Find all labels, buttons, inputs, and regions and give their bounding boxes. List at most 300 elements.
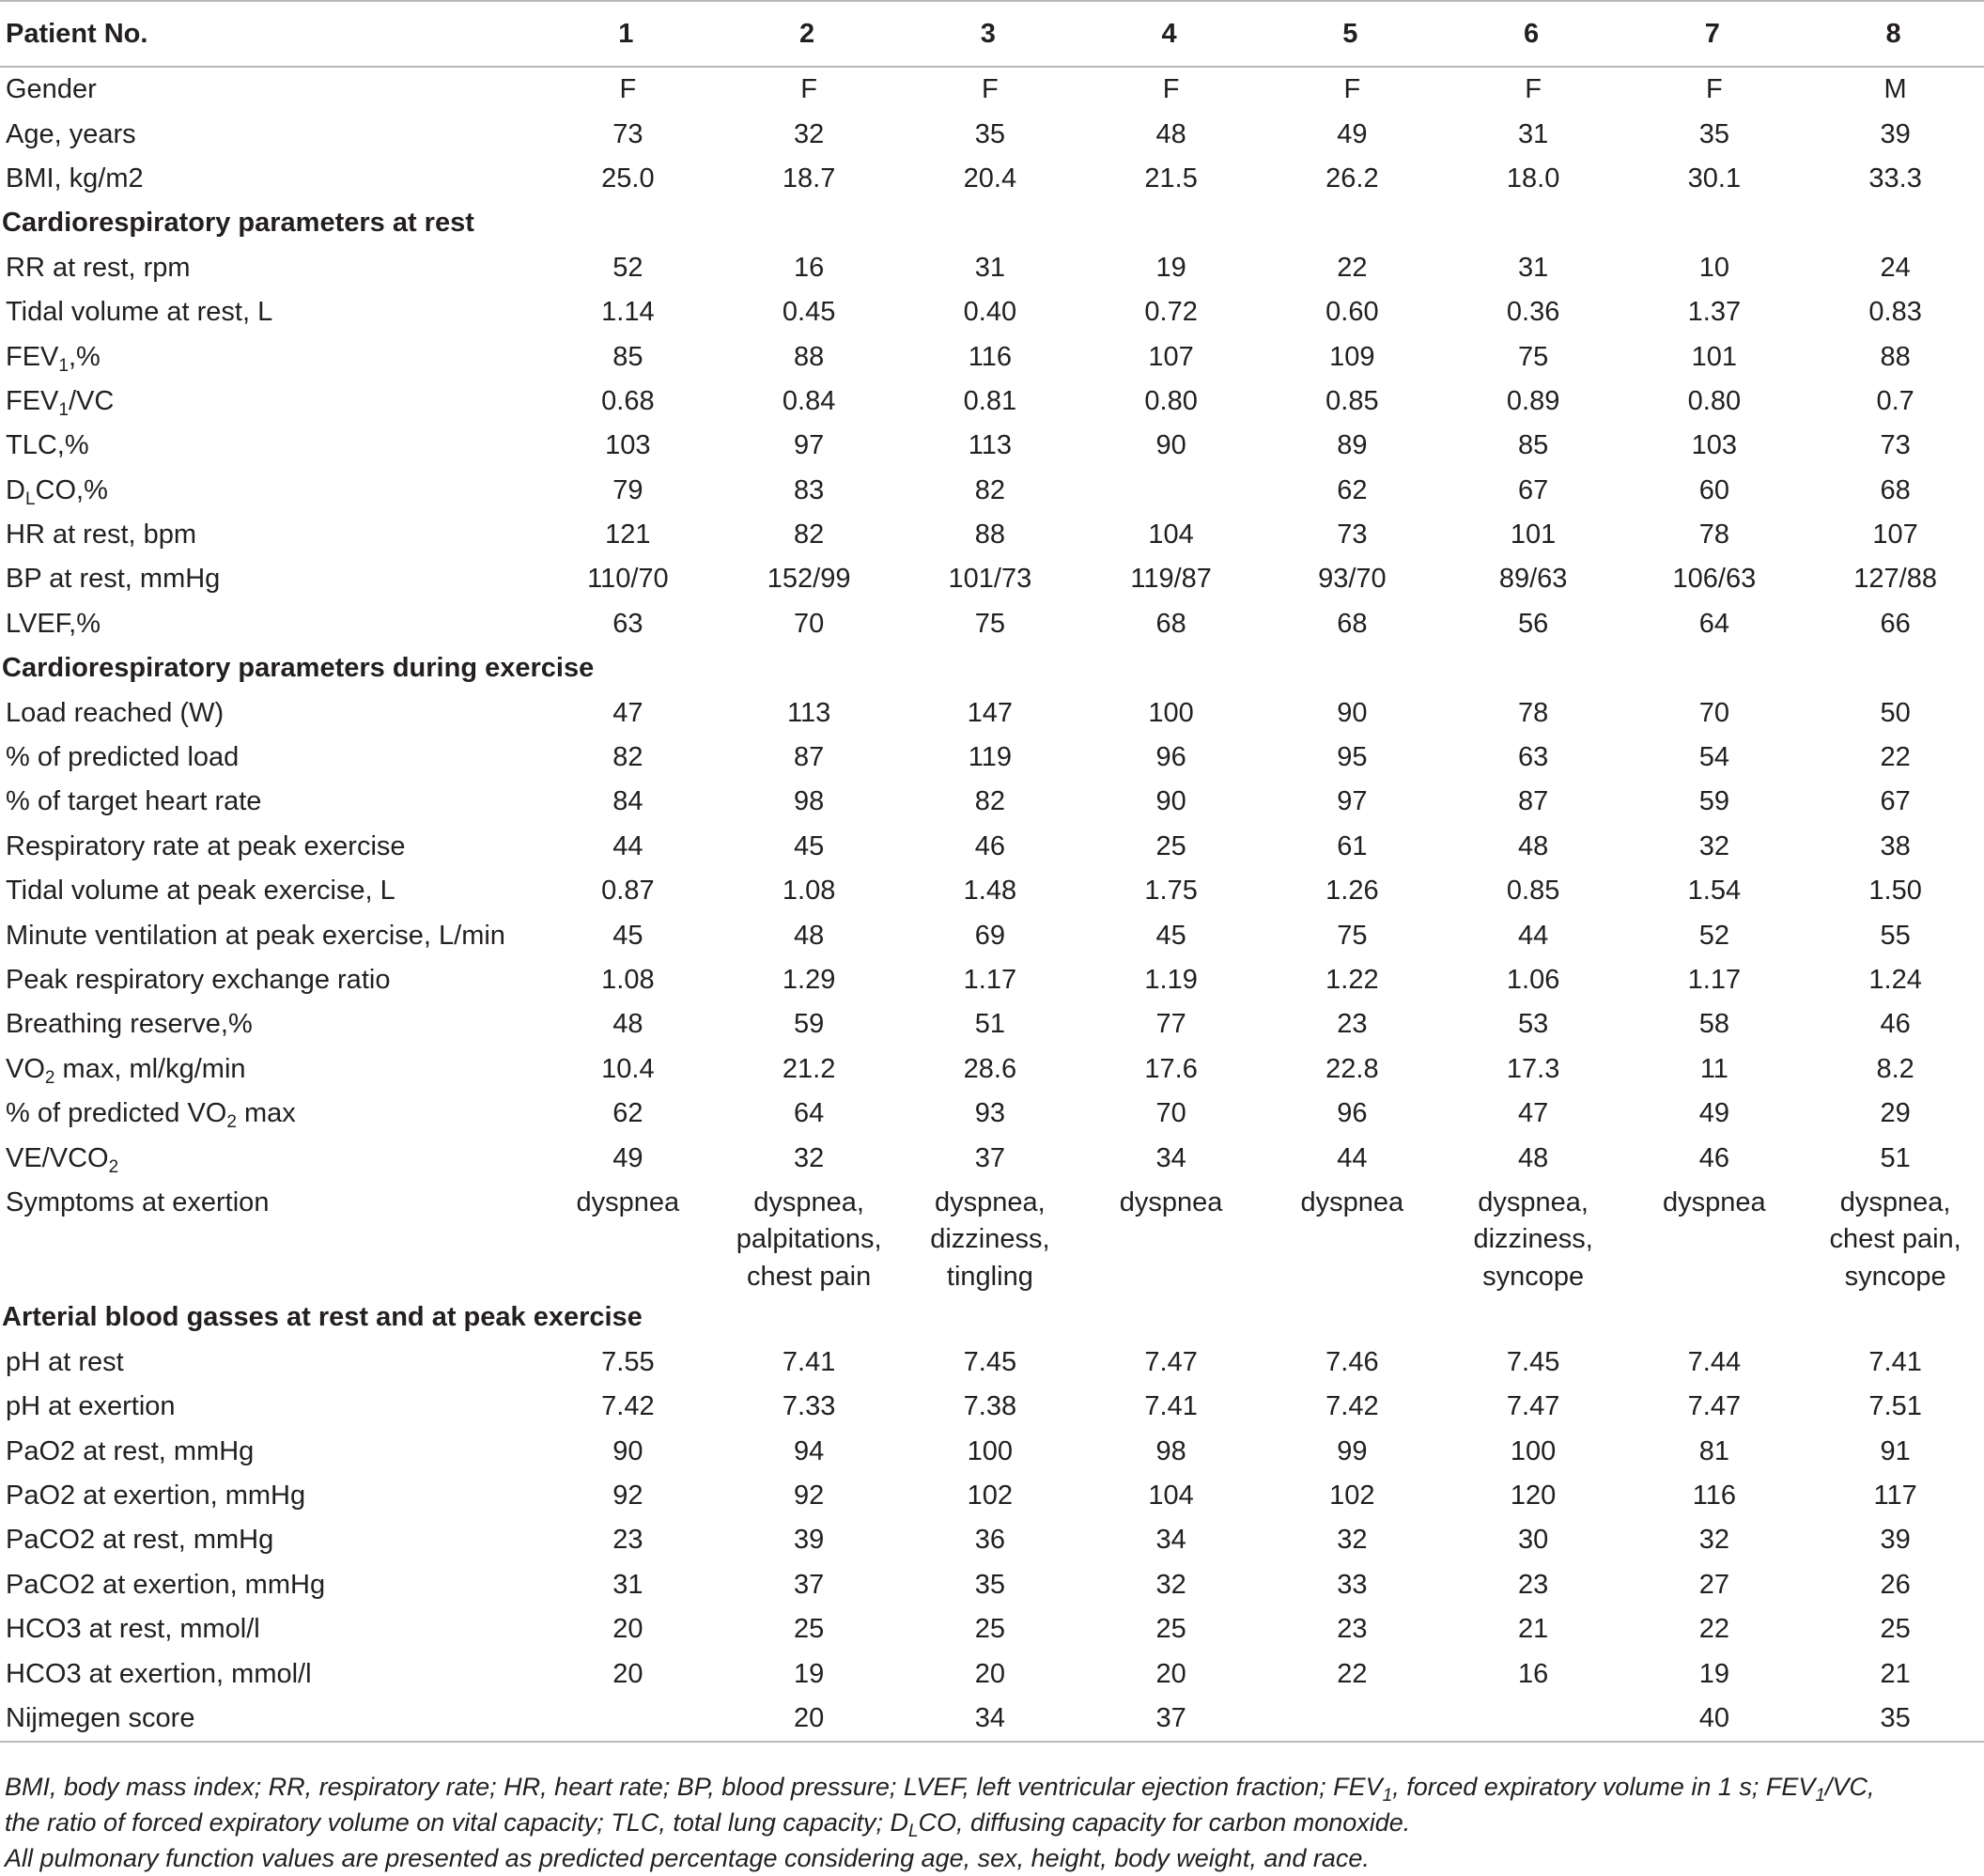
table-cell: 0.89 <box>1506 385 1560 416</box>
symptom-line: dyspnea <box>576 1186 680 1217</box>
table-cell: F <box>982 74 999 105</box>
symptom-line: syncope <box>1844 1261 1946 1292</box>
table-cell: 32 <box>1698 1525 1729 1556</box>
symptom-cell <box>898 1181 1079 1296</box>
table-cell: 60 <box>1698 474 1729 505</box>
table-cell: 46 <box>1880 1009 1911 1040</box>
table-cell: 104 <box>1148 519 1194 550</box>
table-cell: 75 <box>974 608 1005 639</box>
table-cell: 10.4 <box>601 1053 655 1084</box>
table-cell: 59 <box>1698 786 1729 817</box>
table-cell: 116 <box>968 341 1012 372</box>
table-cell: 35 <box>1803 1697 1984 1742</box>
table-cell: 92 <box>612 1481 643 1512</box>
header-patient-2: 2 <box>717 1 898 67</box>
symptom-cell <box>1441 1181 1622 1296</box>
table-cell: 7.44 <box>1687 1346 1742 1377</box>
row-label <box>0 334 535 379</box>
table-cell: 21.2 <box>782 1053 836 1084</box>
symptom-cell <box>1622 1181 1804 1296</box>
table-cell: 22.8 <box>1325 1053 1379 1084</box>
table-row <box>0 869 1984 913</box>
table-cell: 37 <box>793 1569 825 1600</box>
header-patient-7: 7 <box>1622 1 1804 67</box>
table-cell: 20 <box>717 1697 898 1742</box>
symptom-line: tingling <box>946 1261 1033 1292</box>
table-row <box>0 602 1984 646</box>
row-label-subscript: 1 <box>58 355 69 376</box>
table-row <box>0 380 1984 424</box>
table-cell: 119/87 <box>1130 564 1212 595</box>
table-cell: 7.41 <box>782 1346 836 1377</box>
table-cell: 62 <box>612 1098 643 1129</box>
table-cell: 93 <box>974 1098 1005 1129</box>
table-cell: 54 <box>1698 742 1729 773</box>
table-cell: 66 <box>1880 608 1911 639</box>
table-cell: 63 <box>1517 742 1549 773</box>
table-cell: 101/73 <box>948 564 1032 595</box>
table-cell: 1.48 <box>963 876 1017 907</box>
footnote-subscript: L <box>907 1822 919 1841</box>
table-cell: 30 <box>1517 1525 1549 1556</box>
row-label: pH at exertion <box>6 1391 176 1422</box>
section-header-row <box>0 1295 1984 1340</box>
table-cell: 1.14 <box>601 297 655 328</box>
table-cell: 82 <box>793 519 825 550</box>
row-label-subscript: 2 <box>44 1067 55 1088</box>
table-cell: 35 <box>1698 118 1729 149</box>
table-row <box>0 513 1984 557</box>
table-cell: 90 <box>1337 697 1368 728</box>
table-row <box>0 1092 1984 1136</box>
table-cell: 88 <box>974 519 1005 550</box>
table-row <box>0 690 1984 735</box>
table-cell: 0.85 <box>1506 876 1560 907</box>
table-cell: 63 <box>612 608 643 639</box>
table-cell: 29 <box>1880 1098 1911 1129</box>
table-cell: 39 <box>1880 118 1911 149</box>
table-cell: 101 <box>1691 341 1738 372</box>
row-label-text: VE/VCO <box>6 1142 109 1173</box>
table-cell: 49 <box>1698 1098 1729 1129</box>
table-cell: 18.0 <box>1506 163 1560 194</box>
table-cell: 23 <box>1517 1569 1549 1600</box>
table-cell: 62 <box>1337 474 1368 505</box>
header-patient-3: 3 <box>898 1 1079 67</box>
section-header-row <box>0 646 1984 690</box>
row-label: Minute ventilation at peak exercise, L/min <box>6 920 505 951</box>
table-row <box>0 246 1984 290</box>
row-label: HCO3 at rest, mmol/l <box>6 1614 260 1645</box>
table-cell: 38 <box>1880 830 1911 861</box>
row-label-subscript: 2 <box>108 1156 119 1177</box>
table-cell: 26.2 <box>1325 163 1379 194</box>
table-cell: 58 <box>1698 1009 1729 1040</box>
table-cell: 16 <box>793 252 825 283</box>
table-cell: 8.2 <box>1876 1053 1914 1084</box>
row-label: PaO2 at rest, mmHg <box>6 1435 255 1466</box>
row-label: PaO2 at exertion, mmHg <box>6 1481 306 1512</box>
table-cell: 67 <box>1517 474 1549 505</box>
table-cell: 0.36 <box>1506 297 1560 328</box>
table-cell: 1.26 <box>1325 876 1379 907</box>
row-label-subscript: 2 <box>226 1112 237 1133</box>
table-cell: 19 <box>1155 252 1186 283</box>
footnote-text: BMI, body mass index; RR, respiratory rate; HR, heart rate; BP, blood pressure; LVEF, left ventricular ejection fraction; FEV <box>5 1773 1383 1801</box>
table-row <box>0 1136 1984 1180</box>
table-cell: 67 <box>1880 786 1911 817</box>
table-cell: 25 <box>1155 830 1186 861</box>
table-cell: 89/63 <box>1498 564 1568 595</box>
table-cell: 31 <box>1517 252 1549 283</box>
row-label-text: max <box>236 1098 296 1129</box>
table-cell: 7.42 <box>601 1391 655 1422</box>
symptom-line: dyspnea <box>1663 1186 1766 1217</box>
table-cell: 25.0 <box>601 163 655 194</box>
table-cell: 82 <box>974 474 1005 505</box>
table-cell: 61 <box>1337 830 1368 861</box>
header-patient-5: 5 <box>1260 1 1441 67</box>
table-cell: 98 <box>1155 1435 1186 1466</box>
row-label <box>0 1136 535 1180</box>
table-cell: 7.41 <box>1144 1391 1198 1422</box>
table-cell: 1.17 <box>1687 965 1742 995</box>
table-cell: 69 <box>974 920 1005 951</box>
table-cell: 0.87 <box>601 876 655 907</box>
table-cell: 39 <box>793 1525 825 1556</box>
table-cell: 75 <box>1337 920 1368 951</box>
table-cell: 22 <box>1337 1658 1368 1689</box>
table-row <box>0 736 1984 780</box>
table-cell: 44 <box>612 830 643 861</box>
table-cell: 17.6 <box>1144 1053 1198 1084</box>
table-cell: 87 <box>1517 786 1549 817</box>
table-cell: 25 <box>1155 1614 1186 1645</box>
table-cell: 34 <box>1155 1142 1186 1173</box>
table-row <box>0 1607 1984 1651</box>
table-cell: F <box>619 74 637 105</box>
table-row <box>0 424 1984 468</box>
table-cell: 88 <box>793 341 825 372</box>
table-cell: 1.75 <box>1144 876 1198 907</box>
table-cell: 49 <box>612 1142 643 1173</box>
table-cell: 92 <box>793 1481 825 1512</box>
table-cell: 90 <box>612 1435 643 1466</box>
table-cell: 97 <box>793 430 825 461</box>
table-cell: 1.22 <box>1325 965 1379 995</box>
table-cell: 113 <box>787 697 831 728</box>
table-cell: 106/63 <box>1672 564 1757 595</box>
table-row <box>0 1429 1984 1473</box>
table-cell: 94 <box>793 1435 825 1466</box>
table-row <box>0 1697 1984 1742</box>
row-label: Tidal volume at peak exercise, L <box>6 876 395 907</box>
table-cell: 85 <box>612 341 643 372</box>
table-cell: 20 <box>612 1658 643 1689</box>
table-cell: 53 <box>1517 1009 1549 1040</box>
header-patient-1: 1 <box>535 1 717 67</box>
table-row <box>0 1002 1984 1047</box>
row-label: RR at rest, rpm <box>6 252 191 283</box>
table-cell: 64 <box>1698 608 1729 639</box>
table-cell: 18.7 <box>782 163 836 194</box>
table-cell: 10 <box>1698 252 1729 283</box>
symptom-line: chest pain, <box>1829 1224 1961 1255</box>
symptom-cell <box>1078 1181 1260 1296</box>
table-row <box>0 958 1984 1002</box>
table-cell: 44 <box>1337 1142 1368 1173</box>
table-cell: 93/70 <box>1318 564 1387 595</box>
table-row <box>0 112 1984 156</box>
table-cell: 21 <box>1517 1614 1549 1645</box>
table-cell: 11 <box>1699 1053 1728 1084</box>
table-cell: 34 <box>898 1697 1079 1742</box>
table-cell: 97 <box>1337 786 1368 817</box>
table-cell: 47 <box>612 697 643 728</box>
table-cell: 19 <box>793 1658 825 1689</box>
table-cell: 48 <box>1517 1142 1549 1173</box>
table-row <box>0 1474 1984 1518</box>
table-row <box>0 67 1984 112</box>
symptom-cell <box>1260 1181 1441 1296</box>
table-cell: 25 <box>1880 1614 1911 1645</box>
table-cell: 87 <box>793 742 825 773</box>
table-cell: 44 <box>1517 920 1549 951</box>
row-label <box>0 469 535 513</box>
table-cell: 73 <box>1880 430 1911 461</box>
row-label: Gender <box>6 74 97 105</box>
table-cell: 34 <box>1155 1525 1186 1556</box>
table-cell: 68 <box>1155 608 1186 639</box>
table-cell: 68 <box>1337 608 1368 639</box>
table-cell: 121 <box>605 519 651 550</box>
symptom-line: dyspnea, <box>935 1186 1046 1217</box>
symptom-cell <box>535 1181 717 1296</box>
row-label: BMI, kg/m2 <box>6 163 144 194</box>
symptom-cell <box>1803 1181 1984 1296</box>
table-row <box>0 290 1984 334</box>
table-cell: 7.45 <box>1506 1346 1560 1377</box>
table-cell: 1.24 <box>1868 965 1922 995</box>
table-cell: 48 <box>1517 830 1549 861</box>
table-cell <box>1441 1697 1622 1742</box>
table-row <box>0 157 1984 201</box>
row-label-text: FEV <box>6 341 59 372</box>
row-label: % of target heart rate <box>6 786 262 817</box>
table-cell: 1.17 <box>963 965 1017 995</box>
table-cell: 75 <box>1517 341 1549 372</box>
table-cell: 89 <box>1337 430 1368 461</box>
table-cell: 7.42 <box>1325 1391 1379 1422</box>
row-label: LVEF,% <box>6 608 101 639</box>
table-cell: 33 <box>1337 1569 1368 1600</box>
table-body <box>0 67 1984 1742</box>
table-cell: 100 <box>967 1435 1014 1466</box>
table-cell: 90 <box>1155 786 1186 817</box>
table-cell: 120 <box>1510 1481 1557 1512</box>
table-cell: 20.4 <box>963 163 1017 194</box>
table-cell: F <box>1706 74 1723 105</box>
table-row <box>0 825 1984 869</box>
table-cell: 40 <box>1622 1697 1804 1742</box>
table-cell: 109 <box>1329 341 1375 372</box>
row-label: Nijmegen score <box>0 1697 535 1742</box>
table-cell: 0.81 <box>963 385 1017 416</box>
table-cell: 100 <box>1510 1435 1557 1466</box>
table-cell: 88 <box>1880 341 1911 372</box>
table-cell: 39 <box>1880 1525 1911 1556</box>
table-cell: 0.68 <box>601 385 655 416</box>
table-cell: 147 <box>967 697 1014 728</box>
table-cell: 21 <box>1880 1658 1911 1689</box>
row-label-text: CO,% <box>35 474 108 505</box>
table-cell: 23 <box>1337 1009 1368 1040</box>
table-cell: 104 <box>1148 1481 1194 1512</box>
table-cell: 0.85 <box>1325 385 1379 416</box>
table-cell: 32 <box>793 1142 825 1173</box>
table-cell: 1.19 <box>1144 965 1198 995</box>
table-header-row <box>0 1 1984 67</box>
table-cell: 32 <box>1337 1525 1368 1556</box>
table-cell: 110/70 <box>587 564 669 595</box>
table-cell: 7.33 <box>782 1391 836 1422</box>
table-cell: 1.50 <box>1868 876 1922 907</box>
table-cell: 1.29 <box>782 965 836 995</box>
table-cell: 23 <box>612 1525 643 1556</box>
footnote-text: CO, diffusing capacity for carbon monoxide. <box>918 1808 1411 1837</box>
table-cell: 96 <box>1337 1098 1368 1129</box>
table-cell: 83 <box>793 474 825 505</box>
table-cell: 91 <box>1880 1435 1911 1466</box>
row-label: BP at rest, mmHg <box>6 564 221 595</box>
table-cell: 26 <box>1880 1569 1911 1600</box>
table-cell: 28.6 <box>963 1053 1017 1084</box>
table-cell: 7.46 <box>1325 1346 1379 1377</box>
symptom-line: dizziness, <box>930 1224 1050 1255</box>
table-cell: 82 <box>612 742 643 773</box>
table-cell: 46 <box>974 830 1005 861</box>
row-label: Load reached (W) <box>6 697 225 728</box>
row-label: HCO3 at exertion, mmol/l <box>6 1658 312 1689</box>
footnote-line-1 <box>5 1769 1977 1805</box>
footnote-line-3: All pulmonary function values are presented as predicted percentage considering age, sex, height, body weight, and race. <box>5 1844 1370 1872</box>
table-cell: 7.51 <box>1868 1391 1922 1422</box>
table-row <box>0 334 1984 379</box>
row-label-text: max, ml/kg/min <box>54 1053 246 1084</box>
table-cell <box>535 1697 717 1742</box>
table-cell: 16 <box>1517 1658 1549 1689</box>
table-cell: 70 <box>1155 1098 1186 1129</box>
footnote-subscript: 1 <box>1815 1786 1825 1806</box>
table-cell: 127/88 <box>1853 564 1937 595</box>
table-cell: 98 <box>793 786 825 817</box>
table-row <box>0 1563 1984 1607</box>
table-cell: 51 <box>974 1009 1005 1040</box>
table-cell: 95 <box>1337 742 1368 773</box>
table-cell: 50 <box>1880 697 1911 728</box>
table-cell: 48 <box>1155 118 1186 149</box>
table-cell: 7.55 <box>601 1346 655 1377</box>
table-cell: 32 <box>1155 1569 1186 1600</box>
table-cell <box>1078 469 1260 513</box>
table-cell: 59 <box>793 1009 825 1040</box>
symptom-line: dyspnea <box>1300 1186 1404 1217</box>
symptom-line: dyspnea <box>1119 1186 1223 1217</box>
row-label: Symptoms at exertion <box>6 1186 270 1217</box>
section-title: Arterial blood gasses at rest and at peak exercise <box>2 1302 643 1333</box>
row-label: Age, years <box>6 118 136 149</box>
table-cell: 0.40 <box>963 297 1017 328</box>
header-patient-6: 6 <box>1441 1 1622 67</box>
table-cell: 30.1 <box>1687 163 1742 194</box>
table-row <box>0 469 1984 513</box>
table-cell: 0.60 <box>1325 297 1379 328</box>
table-cell: 82 <box>974 786 1005 817</box>
table-cell: 99 <box>1337 1435 1368 1466</box>
footnote-text: /VC, <box>1825 1773 1875 1801</box>
table-cell: 7.47 <box>1506 1391 1560 1422</box>
header-patient-4: 4 <box>1078 1 1260 67</box>
table-cell: 7.45 <box>963 1346 1017 1377</box>
table-cell: F <box>1162 74 1180 105</box>
table-cell: 7.47 <box>1144 1346 1198 1377</box>
table-cell: 107 <box>1872 519 1918 550</box>
row-label: Tidal volume at rest, L <box>6 297 273 328</box>
row-label: PaCO2 at exertion, mmHg <box>6 1569 326 1600</box>
table-cell: 7.47 <box>1687 1391 1742 1422</box>
table-cell: 23 <box>1337 1614 1368 1645</box>
table-cell: 7.38 <box>963 1391 1017 1422</box>
table-cell: 35 <box>974 1569 1005 1600</box>
row-label: HR at rest, bpm <box>6 519 197 550</box>
row-label: % of predicted load <box>6 742 240 773</box>
table-cell: 47 <box>1517 1098 1549 1129</box>
row-label-text: % of predicted VO <box>6 1098 227 1129</box>
table-row <box>0 780 1984 824</box>
header-patient-8: 8 <box>1803 1 1984 67</box>
table-cell: 46 <box>1698 1142 1729 1173</box>
table-cell: 37 <box>974 1142 1005 1173</box>
table-cell: 152/99 <box>767 564 851 595</box>
table-cell: 113 <box>968 430 1012 461</box>
table-cell: 20 <box>1155 1658 1186 1689</box>
table-row <box>0 1047 1984 1092</box>
table-cell: 103 <box>605 430 651 461</box>
table-row-symptoms <box>0 1181 1984 1296</box>
row-label: TLC,% <box>6 430 89 461</box>
table-row <box>0 557 1984 601</box>
table-cell: 35 <box>974 118 1005 149</box>
table-cell: 25 <box>793 1614 825 1645</box>
table-cell: 20 <box>612 1614 643 1645</box>
table-cell: 0.84 <box>782 385 836 416</box>
row-label: Respiratory rate at peak exercise <box>6 830 406 861</box>
row-label: Peak respiratory exchange ratio <box>6 965 391 995</box>
section-header-row <box>0 201 1984 245</box>
table-footnote <box>5 1769 1977 1876</box>
symptom-line: chest pain <box>747 1261 872 1292</box>
table-cell: 31 <box>974 252 1005 283</box>
table-cell: 48 <box>612 1009 643 1040</box>
table-cell: 1.54 <box>1687 876 1742 907</box>
table-cell: 45 <box>1155 920 1186 951</box>
table-cell: 7.41 <box>1868 1346 1922 1377</box>
table-cell: 45 <box>793 830 825 861</box>
table-cell: 79 <box>612 474 643 505</box>
table-cell: 117 <box>1873 1481 1917 1512</box>
table-cell: F <box>1525 74 1542 105</box>
table-cell: 36 <box>974 1525 1005 1556</box>
